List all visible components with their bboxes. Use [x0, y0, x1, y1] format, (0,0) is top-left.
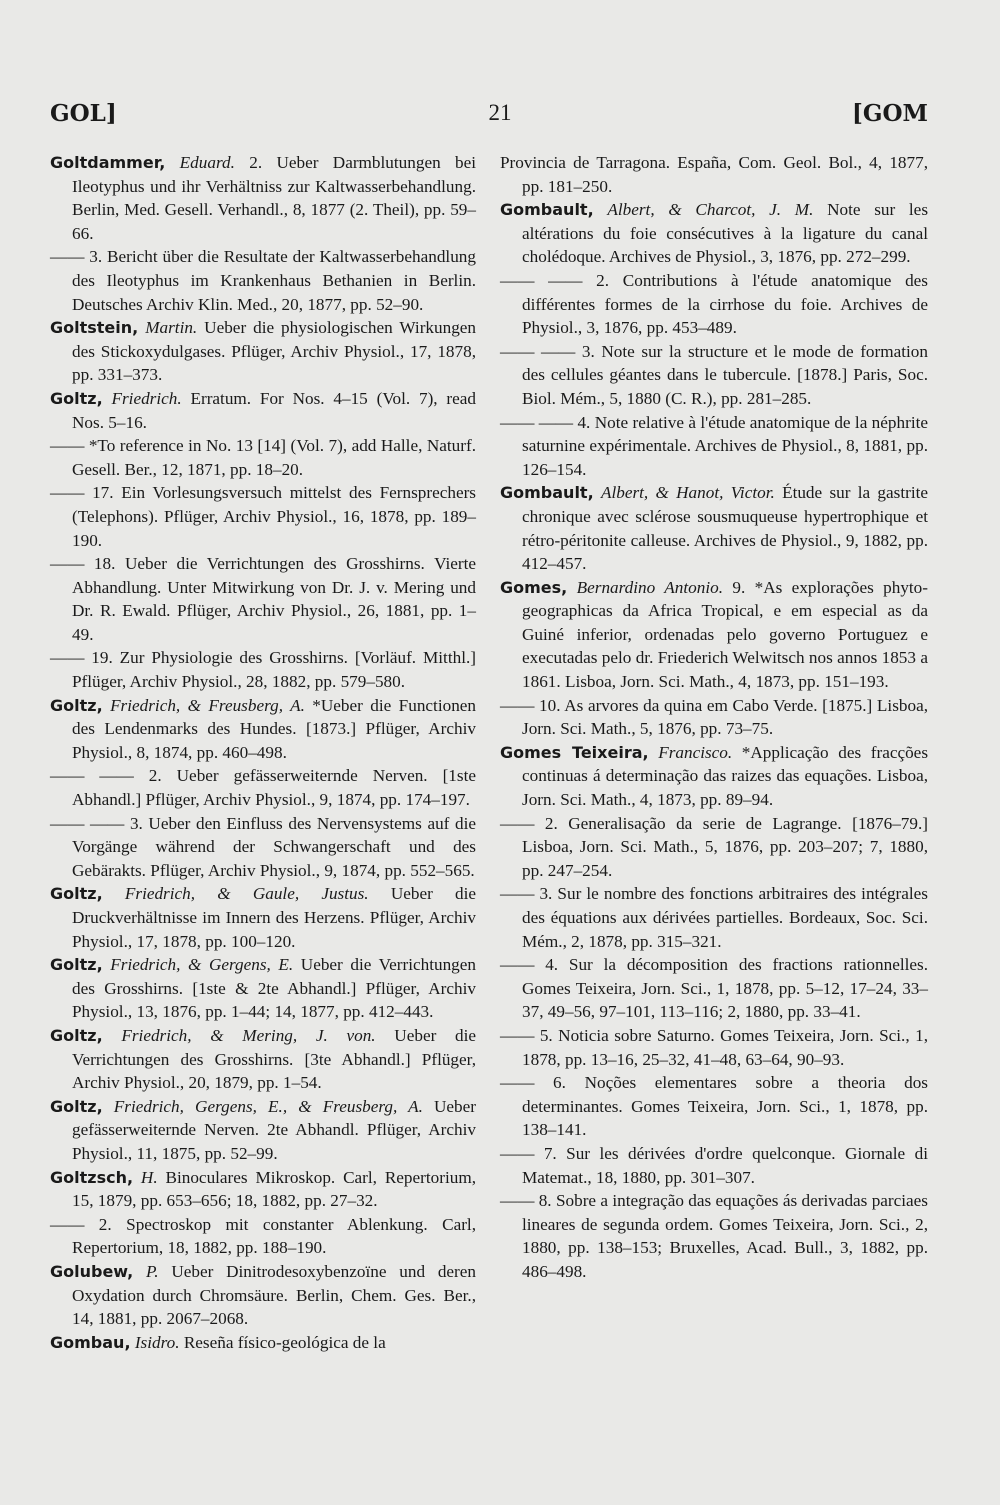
author-name: Gombault, — [500, 483, 594, 503]
author-name: Gomes, — [500, 577, 568, 597]
bibliography-entry — [50, 812, 476, 883]
author-given-name: Isidro. — [134, 1332, 180, 1352]
entry-text: —— 8. Sobre a integração das equações ás derivadas parciaes lineares de segunda ordem. Gomes Teixeira, Jorn. Sci., 2, 1880, pp. 138–153; Bruxelles, Acad. Bull., 3, 1882, pp. 486–498. — [500, 1191, 928, 1281]
entry-text: —— 5. Noticia sobre Saturno. Gomes Teixeira, Jorn. Sci., 1, 1878, pp. 13–16, 25–32, 41–48, 63–64, 90–93. — [500, 1025, 928, 1069]
entry-text: 2. Ueber Darmblutungen bei Ileotyphus und ihr Verhältniss zur Kaltwasserbehandlung. Berlin, Med. Gesell. Verhandl., 8, 1877 (2. Theil), pp. 59–66. — [72, 153, 476, 243]
bibliography-entry — [500, 198, 928, 269]
bibliography-entry — [500, 1071, 928, 1142]
author-name: Gombau, — [50, 1332, 131, 1352]
entry-text: Provincia de Tarragona. España, Com. Geol. Bol., 4, 1877, pp. 181–250. — [500, 153, 928, 196]
entry-text: 9. *As explorações phyto-geographicas da Africa Tropical, e em especial as da Guiné inferior, ordenadas pelo governo Portuguez e executadas pelo dr. Friederich Welwitsch nos annos 1853 a 1861. Lisboa, Jorn. Sci. Math., 4, 1873, pp. 151–193. — [522, 577, 928, 692]
author-name: Goltz, — [50, 1096, 103, 1116]
bibliography-entry — [500, 269, 928, 340]
bibliography-entry — [50, 552, 476, 646]
bibliography-entry — [50, 1260, 476, 1331]
author-given-name: P. — [145, 1261, 159, 1281]
author-given-name: Friedrich, & Gaule, Justus. — [124, 884, 369, 904]
bibliography-entry — [500, 694, 928, 741]
entry-text: Ueber die Verrichtungen des Grosshirns. [3te Abhandl.] Pflüger, Archiv Physiol., 20, 1879, pp. 1–54. — [72, 1025, 476, 1093]
entry-text: —— 7. Sur les dérivées d'ordre quelconque. Giornale di Matemat., 18, 1880, pp. 301–307. — [500, 1143, 928, 1187]
author-given-name: Friedrich, & Mering, J. von. — [121, 1025, 376, 1045]
bibliography-entry — [50, 481, 476, 552]
bibliography-entry — [50, 646, 476, 693]
author-given-name: Eduard. — [179, 153, 235, 172]
bibliography-entry — [50, 434, 476, 481]
author-given-name: Albert, & Charcot, J. M. — [607, 200, 814, 220]
author-name: Goltzsch, — [50, 1167, 134, 1187]
bibliography-entry — [500, 481, 928, 575]
bibliography-entry — [500, 1189, 928, 1283]
entry-text: —— 17. Ein Vorlesungsversuch mittelst des Fernsprechers (Telephons). Pflüger, Archiv Physiol., 16, 1878, pp. 189–190. — [50, 483, 476, 550]
entry-text: —— 10. As arvores da quina em Cabo Verde. [1875.] Lisboa, Jorn. Sci. Math., 5, 1876, pp. 73–75. — [500, 695, 928, 739]
running-head-right: [GOM — [851, 100, 928, 127]
author-name: Goltz, — [50, 388, 103, 408]
entry-text: —— 19. Zur Physiologie des Grosshirns. [Vorläuf. Mitthl.] Pflüger, Archiv Physiol., 28, 1882, pp. 579–580. — [50, 648, 476, 692]
bibliography-entry — [500, 812, 928, 883]
bibliography-entry — [500, 741, 928, 812]
bibliography-entry — [50, 1024, 476, 1095]
bibliography-entry — [50, 245, 476, 316]
author-name: Gombault, — [500, 200, 594, 220]
author-given-name: Friedrich, Gergens, E., & Freusberg, A. — [113, 1096, 423, 1116]
bibliography-entry — [500, 411, 928, 482]
entry-text: Ueber Dinitrodesoxybenzoïne und deren Oxydation durch Chromsäure. Berlin, Chem. Ges. Ber., 14, 1881, pp. 2067–2068. — [72, 1261, 476, 1329]
author-name: Goltz, — [50, 695, 103, 715]
bibliography-entry — [50, 1166, 476, 1213]
entry-text: —— 3. Bericht über die Resultate der Kaltwasserbehandlung des Ileotyphus im Krankenhaus Bethanien in Berlin. Deutsches Archiv Klin. Med., 20, 1877, pp. 52–90. — [50, 247, 476, 314]
entry-text: *Ueber die Functionen des Lendenmarks des Hundes. [1873.] Pflüger, Archiv Physiol., 8, 1874, pp. 460–498. — [72, 695, 477, 762]
author-name: Goltdammer, — [50, 153, 166, 172]
bibliography-entry — [50, 1213, 476, 1260]
bibliography-entry — [500, 1024, 928, 1071]
author-given-name: Martin. — [145, 318, 198, 338]
bibliography-entry — [50, 764, 476, 811]
bibliography-entry — [500, 576, 928, 694]
bibliography-entry — [50, 953, 476, 1024]
entry-text: —— 2. Spectroskop mit constanter Ablenkung. Carl, Repertorium, 18, 1882, pp. 188–190. — [50, 1214, 476, 1258]
author-given-name: Albert, & Hanot, Victor. — [600, 483, 775, 503]
bibliography-entry — [500, 151, 928, 198]
author-name: Goltz, — [50, 1025, 103, 1045]
entry-text: —— *To reference in No. 13 [14] (Vol. 7), add Halle, Naturf. Gesell. Ber., 12, 1871, pp. 18–20. — [50, 436, 476, 479]
entry-text: —— —— 2. Ueber gefässerweiternde Nerven. [1ste Abhandl.] Pflüger, Archiv Physiol., 9, 1874, pp. 174–197. — [50, 766, 476, 810]
entry-text: —— 3. Sur le nombre des fonctions arbitraires des intégrales des équations aux dérivées partielles. Bordeaux, Soc. Sci. Mém., 2, 1878, pp. 315–321. — [500, 884, 928, 951]
author-name: Gomes Teixeira, — [500, 742, 649, 762]
entry-text: Étude sur la gastrite chronique avec sclérose sousmuqueuse hypertrophique et rétro-péritonite calleuse. Archives de Physiol., 9, 1882, pp. 412–457. — [522, 483, 929, 574]
entry-text: —— —— 3. Note sur la structure et le mode de formation des cellules géantes dans le tubercule. [1878.] Paris, Soc. Biol. Mém., 5, 1880 (C. R.), pp. 281–285. — [500, 341, 928, 408]
bibliography-entry — [500, 953, 928, 1024]
author-name: Goltz, — [50, 955, 103, 975]
entry-text: —— —— 2. Contributions à l'étude anatomique des différentes formes de la cirrhose du foie. Archives de Physiol., 3, 1876, pp. 453–489. — [500, 270, 928, 338]
author-name: Goltz, — [50, 884, 103, 904]
bibliography-entry — [50, 316, 476, 387]
entry-text: —— 6. Noções elementares sobre a theoria dos determinantes. Gomes Teixeira, Jorn. Sci., 1, 1878, pp. 138–141. — [500, 1073, 928, 1140]
author-given-name: Friedrich. — [111, 388, 182, 408]
page-number: 21 — [488, 100, 512, 125]
entry-text: —— 18. Ueber die Verrichtungen des Grosshirns. Vierte Abhandlung. Unter Mitwirkung von Dr. J. v. Mering und Dr. R. Ewald. Pflüger, Archiv Physiol., 26, 1881, pp. 1–49. — [50, 554, 476, 644]
entry-text: —— —— 4. Note relative à l'étude anatomique de la néphrite saturnine expérimentale. Archives de Physiol., 8, 1881, pp. 126–154. — [500, 412, 928, 479]
entry-text: Erratum. For Nos. 4–15 (Vol. 7), read Nos. 5–16. — [72, 388, 476, 432]
author-given-name: Bernardino Antonio. — [576, 577, 724, 597]
right-column — [500, 151, 928, 1284]
entry-text: *Applicação des fracções continuas á determinação das raizes das equações. Lisboa, Jorn. Sci. Math., 4, 1873, pp. 89–94. — [522, 742, 929, 810]
bibliography-entry — [50, 387, 476, 434]
entry-text: —— —— 3. Ueber den Einfluss des Nervensystems auf die Vorgänge während der Schwangerschaft und des Gebärakts. Pflüger, Archiv Physiol., 9, 1874, pp. 552–565. — [50, 813, 476, 880]
entry-text: Ueber die Verrichtungen des Grosshirns. [1ste & 2te Abhandl.] Pflüger, Archiv Physiol., 13, 1876, pp. 1–44; 14, 1877, pp. 412–443. — [72, 955, 476, 1022]
bibliography-entry — [500, 340, 928, 411]
author-given-name: H. — [140, 1167, 158, 1187]
bibliography-entry — [500, 882, 928, 953]
entry-text: —— 2. Generalisação da serie de Lagrange. [1876–79.] Lisboa, Jorn. Sci. Math., 5, 1876, pp. 203–207; 7, 1880, pp. 247–254. — [500, 813, 928, 880]
entry-text: Ueber gefässerweiternde Nerven. 2te Abhandl. Pflüger, Archiv Physiol., 11, 1875, pp. 52–99. — [72, 1096, 476, 1163]
entry-text: Ueber die physiologischen Wirkungen des Stickoxydulgases. Pflüger, Archiv Physiol., 17, 1878, pp. 331–373. — [72, 318, 477, 385]
bibliography-entry — [50, 882, 476, 953]
left-column — [50, 151, 476, 1354]
bibliography-entry — [50, 1331, 476, 1355]
bibliography-entry — [500, 1142, 928, 1189]
bibliography-entry — [50, 1095, 476, 1166]
author-given-name: Francisco. — [658, 742, 733, 762]
author-name: Goltstein, — [50, 318, 139, 338]
entry-text: Note sur les altérations du foie consécutives à la ligature du canal cholédoque. Archives de Physiol., 3, 1876, pp. 272–299. — [522, 200, 929, 267]
bibliography-entry — [50, 694, 476, 765]
entry-text: —— 4. Sur la décomposition des fractions rationnelles. Gomes Teixeira, Jorn. Sci., 1, 1878, pp. 5–12, 17–24, 33–37, 49–56, 97–101, 113–116; 2, 1880, pp. 33–41. — [500, 955, 928, 1022]
entry-text: Ueber die Druckverhältnisse im Innern des Herzens. Pflüger, Archiv Physiol., 17, 1878, pp. 100–120. — [72, 884, 477, 951]
entry-text: Reseña físico-geológica de la — [179, 1332, 386, 1352]
author-given-name: Friedrich, & Gergens, E. — [110, 955, 294, 975]
running-head-left: GOL] — [50, 100, 117, 127]
author-given-name: Friedrich, & Freusberg, A. — [110, 695, 305, 715]
author-name: Golubew, — [50, 1261, 134, 1281]
entry-text: Binoculares Mikroskop. Carl, Repertorium, 15, 1879, pp. 653–656; 18, 1882, pp. 27–32. — [72, 1167, 476, 1211]
bibliography-entry — [50, 151, 476, 245]
